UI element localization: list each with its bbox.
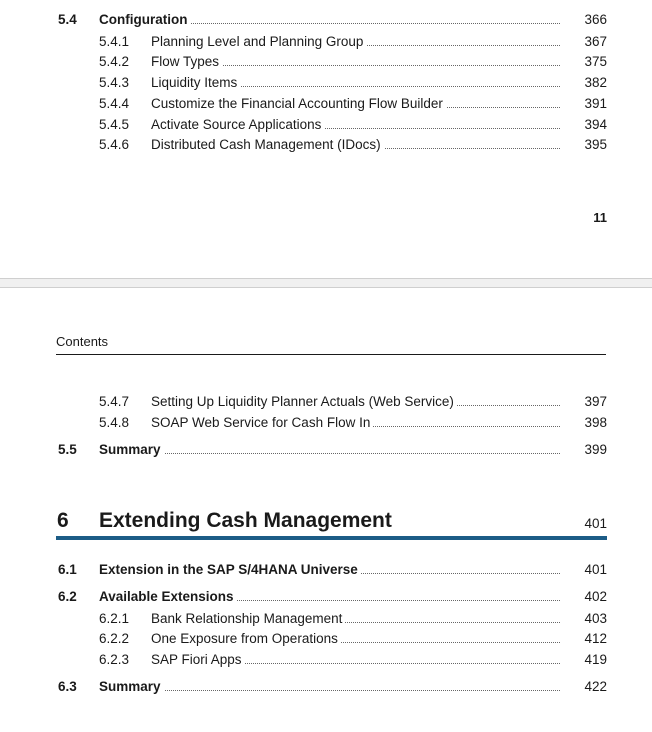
toc-entry-title: Summary	[99, 440, 164, 460]
toc-entry[interactable]	[0, 650, 652, 670]
toc-entry-number: 6.2.2	[99, 631, 130, 646]
toc-entry[interactable]	[0, 94, 652, 114]
page-separator	[0, 278, 652, 288]
chapter-rule	[56, 536, 607, 540]
toc-entry-title: Planning Level and Planning Group	[151, 32, 366, 52]
toc-entry-title: Customize the Financial Accounting Flow Builder	[151, 94, 446, 114]
toc-entry-page: 375	[584, 54, 607, 69]
toc-entry-number: 5.4.5	[99, 117, 130, 132]
running-head: Contents	[56, 334, 606, 355]
toc-entry[interactable]	[0, 52, 652, 72]
toc-entry-page: 398	[584, 415, 607, 430]
toc-entry[interactable]	[0, 135, 652, 155]
toc-entry-title: Extension in the SAP S/4HANA Universe	[99, 560, 361, 580]
toc-entry-number: 5.4.4	[99, 96, 130, 111]
toc-entry-page: 399	[584, 442, 607, 457]
toc-entry-number: 5.4.7	[99, 394, 130, 409]
toc-entry[interactable]	[0, 73, 652, 93]
toc-entry-number: 5.4.2	[99, 54, 130, 69]
toc-entry-title: Available Extensions	[99, 587, 237, 607]
toc-entry-number: 6.1	[58, 562, 77, 577]
toc-entry[interactable]	[0, 32, 652, 52]
toc-entry-title: Flow Types	[151, 52, 222, 72]
toc-entry-number: 5.4.6	[99, 137, 130, 152]
toc-entry-page: 382	[584, 75, 607, 90]
toc-entry-page: 366	[584, 12, 607, 27]
chapter-page: 401	[584, 516, 607, 531]
toc-entry[interactable]	[0, 440, 652, 460]
toc-entry-title: SAP Fiori Apps	[151, 650, 245, 670]
toc-entry-page: 403	[584, 611, 607, 626]
toc-entry-number: 5.4.8	[99, 415, 130, 430]
chapter-number: 6	[57, 509, 69, 532]
toc-entry[interactable]	[0, 609, 652, 629]
toc-entry[interactable]	[0, 10, 652, 30]
toc-entry-number: 6.2	[58, 589, 77, 604]
toc-entry-title: One Exposure from Operations	[151, 629, 341, 649]
toc-entry-number: 6.2.1	[99, 611, 130, 626]
toc-entry-title: Liquidity Items	[151, 73, 240, 93]
toc-entry-page: 397	[584, 394, 607, 409]
toc-entry-page: 422	[584, 679, 607, 694]
toc-entry-title: Summary	[99, 677, 164, 697]
toc-entry-title: Distributed Cash Management (IDocs)	[151, 135, 384, 155]
toc-entry-page: 412	[584, 631, 607, 646]
leader-dots	[99, 690, 560, 691]
toc-page-top	[0, 0, 652, 276]
toc-entry[interactable]	[0, 629, 652, 649]
chapter-title: Extending Cash Management	[99, 509, 392, 532]
toc-page-bottom	[0, 288, 652, 732]
leader-dots	[99, 453, 560, 454]
toc-entry-title: Configuration	[99, 10, 190, 30]
toc-entry-page: 395	[584, 137, 607, 152]
toc-entry-number: 5.5	[58, 442, 77, 457]
toc-entry-page: 401	[584, 562, 607, 577]
toc-entry-page: 367	[584, 34, 607, 49]
toc-entry-page: 402	[584, 589, 607, 604]
toc-entry-number: 5.4	[58, 12, 77, 27]
toc-entry[interactable]	[0, 115, 652, 135]
toc-entry-title: Setting Up Liquidity Planner Actuals (Web Service)	[151, 392, 457, 412]
toc-entry-title: SOAP Web Service for Cash Flow In	[151, 413, 373, 433]
toc-entry-number: 5.4.1	[99, 34, 130, 49]
toc-entry-number: 6.3	[58, 679, 77, 694]
toc-entry-title: Bank Relationship Management	[151, 609, 345, 629]
page-folio: 11	[593, 210, 607, 225]
toc-entry-number: 5.4.3	[99, 75, 130, 90]
toc-entry-number: 6.2.3	[99, 652, 130, 667]
toc-entry-title: Activate Source Applications	[151, 115, 324, 135]
toc-entry[interactable]	[0, 677, 652, 697]
toc-entry-page: 419	[584, 652, 607, 667]
toc-entry-page: 394	[584, 117, 607, 132]
toc-entry[interactable]	[0, 587, 652, 607]
toc-entry[interactable]	[0, 413, 652, 433]
toc-entry-page: 391	[584, 96, 607, 111]
toc-entry[interactable]	[0, 392, 652, 412]
toc-entry[interactable]	[0, 560, 652, 580]
